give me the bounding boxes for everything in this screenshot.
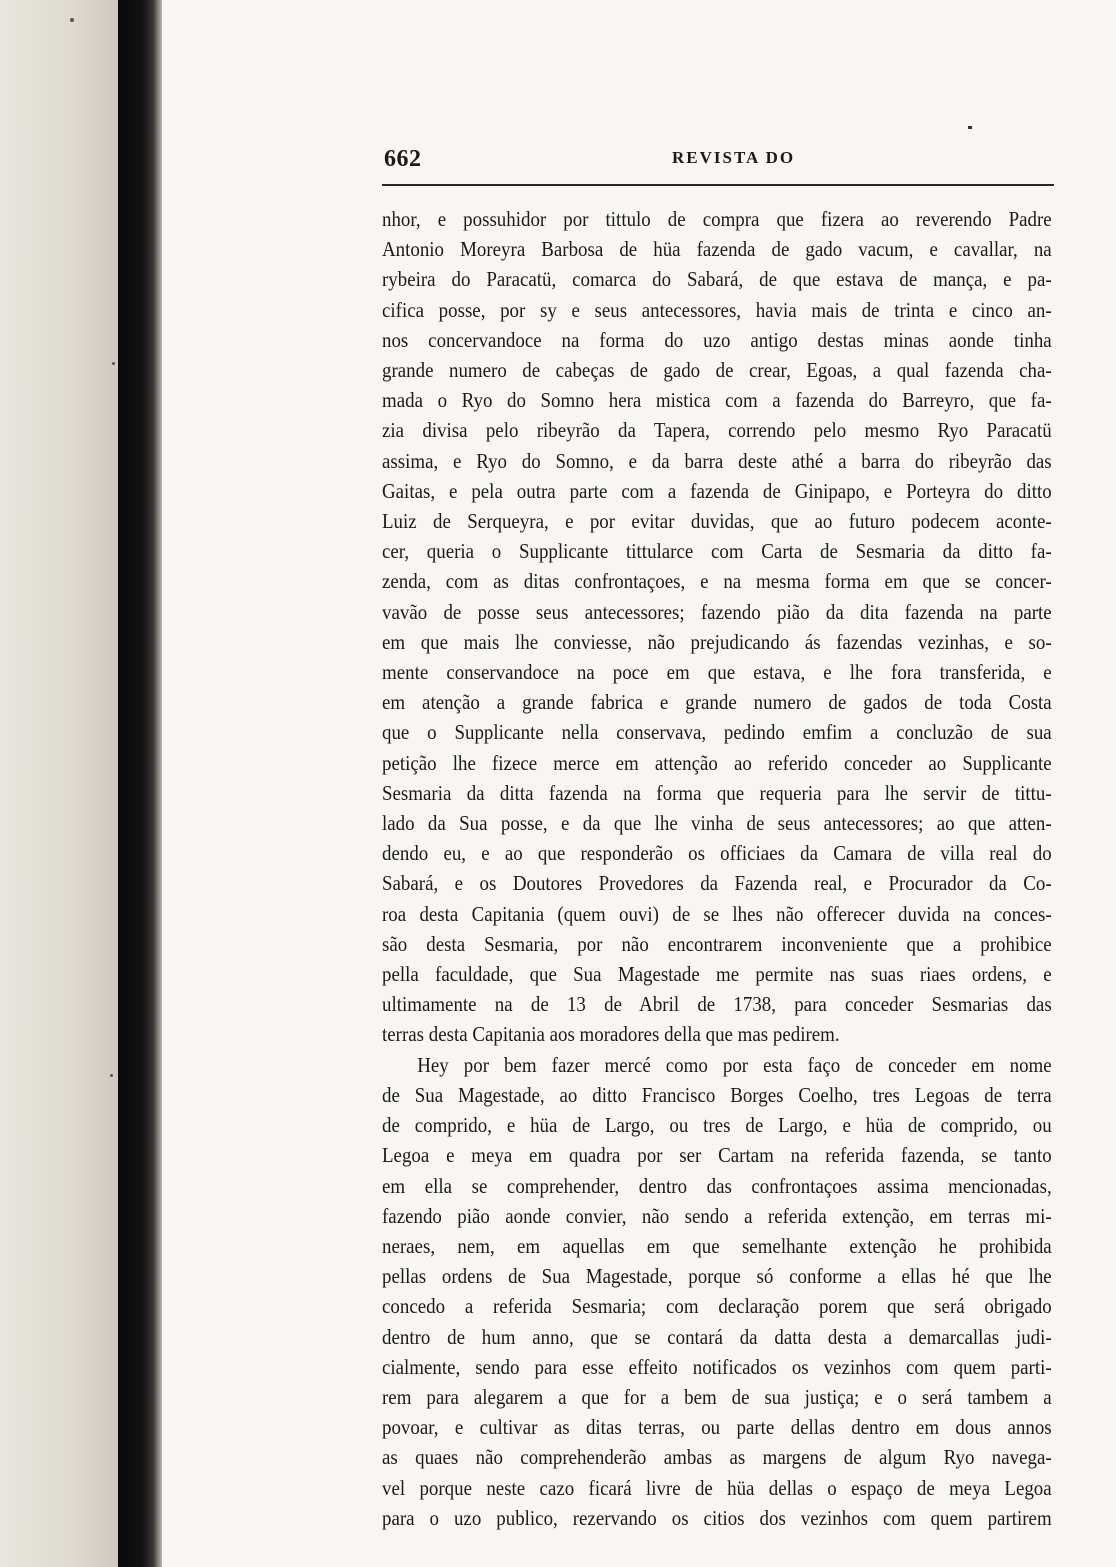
text-line: em que mais lhe conviesse, não prejudicando ás fazendas vezinhas, e so- (382, 629, 1052, 654)
text-line: de comprido, e hüa de Largo, ou tres de Largo, e hüa de comprido, ou (382, 1113, 1052, 1138)
text-line: pella faculdade, que Sua Magestade me permite nas suas riaes ordens, e (382, 962, 1052, 987)
text-line: que o Supplicante nella conservava, pedindo emfim a concluzão de sua (382, 720, 1052, 745)
text-line: Legoa e meya em quadra por ser Cartam na referida fazenda, se tanto (382, 1143, 1052, 1168)
text-line: Sesmaria da ditta fazenda na forma que requeria para lhe servir de tittu- (382, 780, 1052, 805)
text-line: Hey por bem fazer mercé como por esta faço de conceder em nome (417, 1052, 1052, 1077)
text-line: grande numero de cabeças de gado de crear, Egoas, a qual fazenda cha- (382, 358, 1052, 383)
header-rule (382, 184, 1054, 186)
text-line: vel porque neste cazo ficará livre de hüa dellas o espaço de meya Legoa (382, 1475, 1052, 1500)
text-line: cifica posse, por sy e seus antecessores, havia mais de trinta e cinco an- (382, 297, 1052, 322)
book-gutter (118, 0, 162, 1567)
text-line: dendo eu, e ao que responderão os officiaes da Camara de villa real do (382, 841, 1052, 866)
text-line: nos concervandoce na forma do uzo antigo destas minas aonde tinha (382, 327, 1052, 352)
text-line: petição lhe fizece merce em attenção ao referido conceder ao Supplicante (382, 750, 1052, 775)
text-line: assima, e Ryo do Somno, e da barra deste athé a barra do ribeyrão das (382, 448, 1052, 473)
body-text (382, 204, 1052, 1533)
page-number: 662 (384, 146, 422, 172)
text-line: fazendo pião aonde convier, não sendo a referida extenção, em terras mi- (382, 1203, 1052, 1228)
text-line: as quaes não comprehenderão ambas as margens de algum Ryo navega- (382, 1445, 1052, 1470)
text-line: Luiz de Serqueyra, e por evitar duvidas, que ao futuro podecem aconte- (382, 509, 1052, 534)
text-line: terras desta Capitania aos moradores della que mas pedirem. (382, 1022, 840, 1047)
text-line: concedo a referida Sesmaria; com declaração porem que será obrigado (382, 1294, 1052, 1319)
text-line: mada o Ryo do Somno hera mistica com a fazenda do Barreyro, que fa- (382, 388, 1052, 413)
ink-speck (968, 126, 972, 129)
text-line: para o uzo publico, rezervando os citios dos vezinhos com quem partirem (382, 1505, 1052, 1530)
text-line: nhor, e possuhidor por tittulo de compra que fizera ao reverendo Padre (382, 207, 1052, 231)
text-line: rybeira do Paracatü, comarca do Sabará, de que estava de mança, e pa- (382, 267, 1052, 292)
text-line: neraes, nem, em aquellas em que semelhante extenção he prohibida (382, 1233, 1052, 1258)
text-line: ultimamente na de 13 de Abril de 1738, para conceder Sesmarias das (382, 992, 1052, 1017)
text-line: em atenção a grande fabrica e grande numero de gados de toda Costa (382, 690, 1052, 715)
text-line: Sabará, e os Doutores Provedores da Fazenda real, e Procurador da Co- (382, 871, 1052, 896)
facing-page-edge (0, 0, 118, 1567)
text-line: lado da Sua posse, e da que lhe vinha de seus antecessores; ao que atten- (382, 811, 1052, 836)
text-line: de Sua Magestade, ao ditto Francisco Borges Coelho, tres Legoas de terra (382, 1082, 1052, 1107)
text-line: Antonio Moreyra Barbosa de hüa fazenda de gado vacum, e cavallar, na (382, 237, 1052, 262)
text-line: zenda, com as ditas confrontaçoes, e na mesma forma em que se concer- (382, 569, 1052, 594)
text-line: pellas ordens de Sua Magestade, porque só conforme a ellas hé que lhe (382, 1264, 1052, 1289)
text-line: Gaitas, e pela outra parte com a fazenda de Ginipapo, e Porteyra do ditto (382, 478, 1052, 503)
text-line: cialmente, sendo para esse effeito notificados os vezinhos com quem parti- (382, 1354, 1052, 1379)
text-line: roa desta Capitania (quem ouvi) de se lhes não offerecer duvida na conces- (382, 901, 1052, 926)
text-line: dentro de hum anno, que se contará da datta desta a demarcallas judi- (382, 1324, 1052, 1349)
running-head: REVISTA DO (672, 148, 796, 167)
text-line: rem para alegarem a que for a bem de sua justiça; e o será tambem a (382, 1384, 1052, 1409)
text-line: em ella se comprehender, dentro das confrontaçoes assima mencionadas, (382, 1173, 1052, 1198)
page-header (382, 146, 1054, 186)
text-line: são desta Sesmaria, por não encontrarem inconveniente que a prohibice (382, 931, 1052, 956)
text-line: mente conservandoce na poce em que estava, e lhe fora transferida, e (382, 660, 1052, 685)
text-line: vavão de posse seus antecessores; fazendo pião da dita fazenda na parte (382, 599, 1052, 624)
text-line: povoar, e cultivar as ditas terras, ou parte dellas dentro em dous annos (382, 1415, 1052, 1440)
text-line: cer, queria o Supplicante tittularce com Carta de Sesmaria da ditto fa- (382, 539, 1052, 564)
text-line: zia divisa pelo ribeyrão da Tapera, correndo pelo mesmo Ryo Paracatü (382, 418, 1052, 443)
